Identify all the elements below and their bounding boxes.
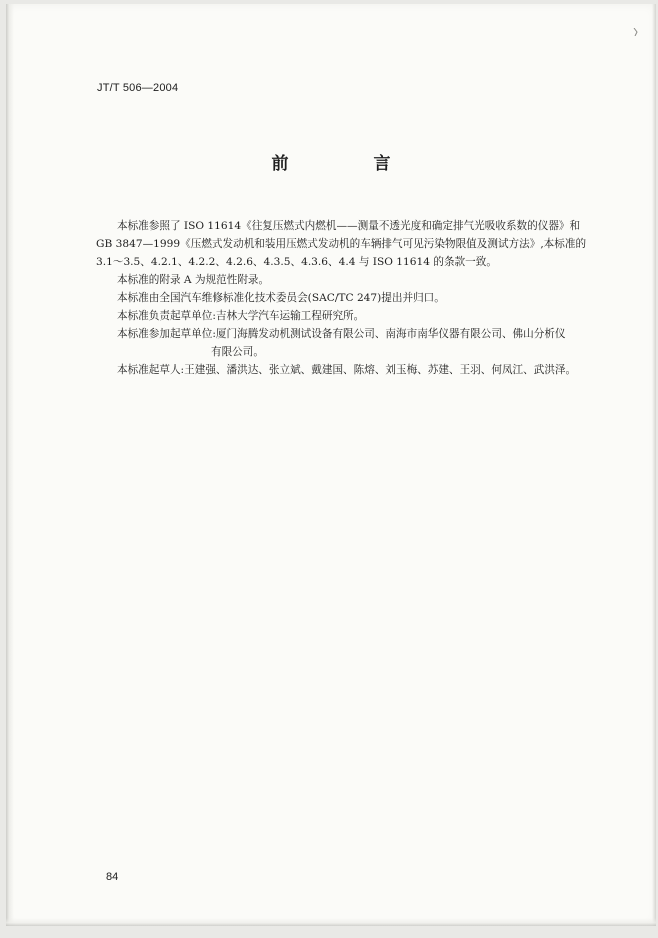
foreword-content xyxy=(96,217,612,379)
page-title: 前 言 xyxy=(271,154,425,174)
foreword-reference-line: 3.1～3.5、4.2.1、4.2.2、4.2.6、4.3.5、4.3.6、4.4 与 ISO 11614 的条款一致。 xyxy=(96,256,497,268)
drafters-list: 本标准起草人:王建强、潘洪达、张立斌、戴建国、陈熔、刘玉梅、苏建、王羽、何凤江、武洪泽。 xyxy=(117,364,577,376)
responsible-drafting-unit: 本标准负责起草单位:吉林大学汽车运输工程研究所。 xyxy=(117,310,365,322)
page-right-edge xyxy=(652,4,656,926)
page-bottom-edge xyxy=(6,918,656,926)
proposer-note: 本标准由全国汽车维修标准化技术委员会(SAC/TC 247)提出并归口。 xyxy=(117,292,445,304)
participating-units-line-2: 有限公司。 xyxy=(211,346,264,358)
foreword-reference-paragraph xyxy=(96,217,612,271)
appendix-note: 本标准的附录 A 为规范性附录。 xyxy=(117,274,270,286)
scan-mark-icon xyxy=(633,28,638,36)
participating-drafting-units xyxy=(96,325,612,361)
participating-units-line-1: 本标准参加起草单位:厦门海腾发动机测试设备有限公司、南海市南华仪器有限公司、佛山分析仪 xyxy=(117,328,566,340)
page-left-edge xyxy=(6,4,14,926)
page-number: 84 xyxy=(106,871,119,883)
standard-code: JT/T 506—2004 xyxy=(97,82,179,94)
foreword-reference-line: GB 3847—1999《压燃式发动机和装用压燃式发动机的车辆排气可见污染物限值及测试方法》,本标准的 xyxy=(96,238,587,250)
foreword-reference-line: 本标准参照了 ISO 11614《往复压燃式内燃机——测量不透光度和确定排气光吸收系数的仪器》和 xyxy=(117,220,581,232)
document-page xyxy=(6,4,656,926)
